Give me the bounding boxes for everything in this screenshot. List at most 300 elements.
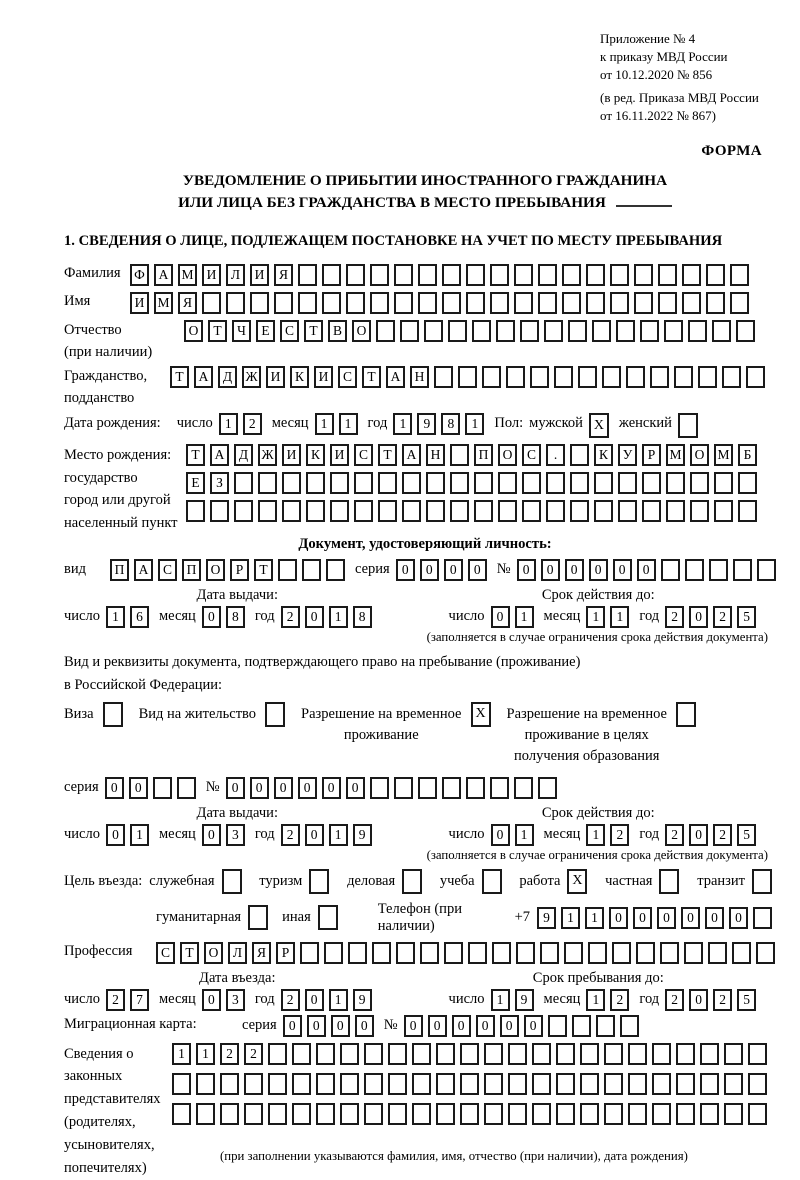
char-cell[interactable] [298, 292, 317, 314]
char-cell[interactable]: 1 [315, 413, 334, 435]
char-cell[interactable] [757, 559, 776, 581]
char-cell[interactable] [514, 777, 533, 799]
char-cell[interactable] [234, 472, 253, 494]
char-cell[interactable]: 0 [657, 907, 676, 929]
char-cell[interactable] [490, 264, 509, 286]
char-cell[interactable] [396, 942, 415, 964]
char-cell[interactable] [556, 1073, 575, 1095]
purpose-study-checkbox[interactable] [482, 869, 502, 894]
char-cell[interactable]: 1 [196, 1043, 215, 1065]
char-cell[interactable]: С [158, 559, 177, 581]
char-cell[interactable] [596, 1015, 615, 1037]
char-cell[interactable]: А [386, 366, 405, 388]
char-cell[interactable]: 1 [393, 413, 412, 435]
char-cell[interactable]: 2 [713, 989, 732, 1011]
char-cell[interactable]: 6 [130, 606, 149, 628]
char-cell[interactable]: Д [218, 366, 237, 388]
char-cell[interactable] [554, 366, 573, 388]
char-cell[interactable] [706, 264, 725, 286]
char-cell[interactable] [484, 1073, 503, 1095]
char-cell[interactable] [732, 942, 751, 964]
char-cell[interactable] [402, 472, 421, 494]
purpose-work-checkbox[interactable]: X [567, 869, 587, 894]
char-cell[interactable]: 0 [106, 824, 125, 846]
char-cell[interactable]: 0 [298, 777, 317, 799]
char-cell[interactable]: 1 [586, 989, 605, 1011]
char-cell[interactable] [364, 1073, 383, 1095]
char-cell[interactable]: К [594, 444, 613, 466]
char-cell[interactable] [724, 1073, 743, 1095]
char-cell[interactable]: Т [170, 366, 189, 388]
char-cell[interactable] [724, 1103, 743, 1125]
char-cell[interactable] [636, 942, 655, 964]
char-cell[interactable] [394, 292, 413, 314]
char-cell[interactable] [372, 942, 391, 964]
char-cell[interactable]: Р [642, 444, 661, 466]
char-cell[interactable] [753, 907, 772, 929]
char-cell[interactable]: Д [234, 444, 253, 466]
char-cell[interactable]: 0 [468, 559, 487, 581]
char-cell[interactable]: О [352, 320, 371, 342]
char-cell[interactable] [394, 264, 413, 286]
char-cell[interactable] [685, 559, 704, 581]
char-cell[interactable] [506, 366, 525, 388]
char-cell[interactable] [522, 472, 541, 494]
char-cell[interactable]: Я [178, 292, 197, 314]
char-cell[interactable] [688, 320, 707, 342]
char-cell[interactable]: 0 [305, 606, 324, 628]
char-cell[interactable] [442, 264, 461, 286]
char-cell[interactable] [250, 292, 269, 314]
char-cell[interactable]: 0 [689, 824, 708, 846]
char-cell[interactable] [628, 1073, 647, 1095]
char-cell[interactable] [738, 472, 757, 494]
char-cell[interactable] [548, 1015, 567, 1037]
char-cell[interactable] [412, 1073, 431, 1095]
char-cell[interactable] [436, 1043, 455, 1065]
char-cell[interactable] [640, 320, 659, 342]
char-cell[interactable]: С [354, 444, 373, 466]
char-cell[interactable] [572, 1015, 591, 1037]
char-cell[interactable] [450, 444, 469, 466]
char-cell[interactable]: 0 [476, 1015, 495, 1037]
char-cell[interactable]: 0 [331, 1015, 350, 1037]
char-cell[interactable] [586, 292, 605, 314]
char-cell[interactable]: 0 [609, 907, 628, 929]
char-cell[interactable]: И [314, 366, 333, 388]
char-cell[interactable]: 2 [665, 606, 684, 628]
char-cell[interactable]: 0 [491, 606, 510, 628]
char-cell[interactable] [412, 1103, 431, 1125]
char-cell[interactable] [322, 264, 341, 286]
char-cell[interactable] [370, 777, 389, 799]
char-cell[interactable] [700, 1073, 719, 1095]
char-cell[interactable]: К [290, 366, 309, 388]
char-cell[interactable] [322, 292, 341, 314]
char-cell[interactable] [172, 1103, 191, 1125]
char-cell[interactable] [580, 1043, 599, 1065]
char-cell[interactable] [458, 366, 477, 388]
char-cell[interactable]: 5 [737, 989, 756, 1011]
char-cell[interactable]: 2 [281, 824, 300, 846]
char-cell[interactable] [676, 1043, 695, 1065]
char-cell[interactable]: 0 [633, 907, 652, 929]
char-cell[interactable] [610, 292, 629, 314]
char-cell[interactable] [709, 559, 728, 581]
char-cell[interactable]: Т [362, 366, 381, 388]
char-cell[interactable] [690, 500, 709, 522]
char-cell[interactable]: 2 [665, 989, 684, 1011]
char-cell[interactable]: Т [378, 444, 397, 466]
char-cell[interactable] [466, 777, 485, 799]
char-cell[interactable] [354, 472, 373, 494]
char-cell[interactable] [708, 942, 727, 964]
char-cell[interactable]: 3 [226, 989, 245, 1011]
char-cell[interactable] [676, 1073, 695, 1095]
char-cell[interactable] [570, 500, 589, 522]
char-cell[interactable]: 0 [105, 777, 124, 799]
char-cell[interactable]: 0 [274, 777, 293, 799]
char-cell[interactable]: И [250, 264, 269, 286]
char-cell[interactable] [186, 500, 205, 522]
char-cell[interactable]: 2 [243, 413, 262, 435]
char-cell[interactable] [234, 500, 253, 522]
char-cell[interactable] [348, 942, 367, 964]
char-cell[interactable]: 0 [305, 989, 324, 1011]
char-cell[interactable]: Б [738, 444, 757, 466]
char-cell[interactable] [324, 942, 343, 964]
char-cell[interactable]: 9 [353, 824, 372, 846]
char-cell[interactable] [570, 472, 589, 494]
char-cell[interactable] [658, 264, 677, 286]
char-cell[interactable] [498, 472, 517, 494]
char-cell[interactable]: В [328, 320, 347, 342]
char-cell[interactable]: 2 [610, 989, 629, 1011]
char-cell[interactable] [496, 320, 515, 342]
char-cell[interactable]: 0 [283, 1015, 302, 1037]
char-cell[interactable] [538, 264, 557, 286]
char-cell[interactable] [364, 1103, 383, 1125]
char-cell[interactable] [618, 500, 637, 522]
char-cell[interactable]: 0 [305, 824, 324, 846]
char-cell[interactable]: С [338, 366, 357, 388]
char-cell[interactable] [602, 366, 621, 388]
char-cell[interactable] [210, 500, 229, 522]
char-cell[interactable] [484, 1103, 503, 1125]
char-cell[interactable]: 1 [586, 606, 605, 628]
char-cell[interactable]: О [206, 559, 225, 581]
char-cell[interactable] [562, 292, 581, 314]
char-cell[interactable]: Н [410, 366, 429, 388]
char-cell[interactable]: 0 [517, 559, 536, 581]
char-cell[interactable]: 1 [561, 907, 580, 929]
char-cell[interactable] [660, 942, 679, 964]
char-cell[interactable] [748, 1073, 767, 1095]
char-cell[interactable]: 9 [537, 907, 556, 929]
char-cell[interactable] [426, 472, 445, 494]
char-cell[interactable] [546, 500, 565, 522]
char-cell[interactable] [258, 472, 277, 494]
temp-residence-checkbox[interactable]: X [471, 702, 491, 727]
char-cell[interactable]: 0 [452, 1015, 471, 1037]
char-cell[interactable] [316, 1043, 335, 1065]
char-cell[interactable]: 2 [281, 989, 300, 1011]
char-cell[interactable] [340, 1043, 359, 1065]
char-cell[interactable] [268, 1073, 287, 1095]
char-cell[interactable] [388, 1073, 407, 1095]
char-cell[interactable]: 1 [491, 989, 510, 1011]
purpose-other-checkbox[interactable] [318, 905, 338, 930]
char-cell[interactable] [748, 1043, 767, 1065]
char-cell[interactable] [466, 264, 485, 286]
char-cell[interactable] [460, 1103, 479, 1125]
char-cell[interactable] [733, 559, 752, 581]
char-cell[interactable] [628, 1103, 647, 1125]
char-cell[interactable] [700, 1103, 719, 1125]
char-cell[interactable]: 1 [515, 606, 534, 628]
char-cell[interactable]: И [330, 444, 349, 466]
char-cell[interactable] [460, 1073, 479, 1095]
char-cell[interactable] [730, 292, 749, 314]
char-cell[interactable]: Т [180, 942, 199, 964]
char-cell[interactable]: 0 [524, 1015, 543, 1037]
char-cell[interactable] [442, 292, 461, 314]
char-cell[interactable] [306, 472, 325, 494]
char-cell[interactable]: П [474, 444, 493, 466]
char-cell[interactable] [298, 264, 317, 286]
char-cell[interactable]: О [498, 444, 517, 466]
char-cell[interactable] [418, 777, 437, 799]
char-cell[interactable]: 0 [500, 1015, 519, 1037]
char-cell[interactable] [220, 1103, 239, 1125]
char-cell[interactable] [340, 1073, 359, 1095]
char-cell[interactable]: Ж [242, 366, 261, 388]
char-cell[interactable] [316, 1073, 335, 1095]
char-cell[interactable] [196, 1073, 215, 1095]
char-cell[interactable] [544, 320, 563, 342]
char-cell[interactable] [420, 942, 439, 964]
char-cell[interactable] [378, 472, 397, 494]
char-cell[interactable]: 2 [713, 606, 732, 628]
char-cell[interactable] [532, 1043, 551, 1065]
char-cell[interactable] [394, 777, 413, 799]
female-checkbox[interactable] [678, 413, 698, 438]
temp-residence-education-checkbox[interactable] [676, 702, 696, 727]
char-cell[interactable] [642, 472, 661, 494]
char-cell[interactable]: Т [304, 320, 323, 342]
char-cell[interactable] [604, 1103, 623, 1125]
char-cell[interactable] [268, 1103, 287, 1125]
char-cell[interactable]: 2 [713, 824, 732, 846]
char-cell[interactable] [532, 1073, 551, 1095]
char-cell[interactable] [666, 500, 685, 522]
char-cell[interactable] [564, 942, 583, 964]
char-cell[interactable] [418, 292, 437, 314]
char-cell[interactable]: Ч [232, 320, 251, 342]
char-cell[interactable] [244, 1103, 263, 1125]
char-cell[interactable]: Е [186, 472, 205, 494]
char-cell[interactable] [402, 500, 421, 522]
char-cell[interactable] [538, 777, 557, 799]
char-cell[interactable] [444, 942, 463, 964]
char-cell[interactable] [482, 366, 501, 388]
char-cell[interactable]: М [714, 444, 733, 466]
char-cell[interactable] [578, 366, 597, 388]
char-cell[interactable]: 2 [220, 1043, 239, 1065]
char-cell[interactable] [516, 942, 535, 964]
char-cell[interactable]: 0 [689, 606, 708, 628]
residence-permit-checkbox[interactable] [265, 702, 285, 727]
char-cell[interactable] [658, 292, 677, 314]
char-cell[interactable]: И [130, 292, 149, 314]
char-cell[interactable] [340, 1103, 359, 1125]
char-cell[interactable] [316, 1103, 335, 1125]
char-cell[interactable] [674, 366, 693, 388]
char-cell[interactable] [508, 1043, 527, 1065]
char-cell[interactable] [376, 320, 395, 342]
purpose-tourism-checkbox[interactable] [309, 869, 329, 894]
char-cell[interactable] [274, 292, 293, 314]
char-cell[interactable]: . [546, 444, 565, 466]
char-cell[interactable] [522, 500, 541, 522]
char-cell[interactable] [594, 500, 613, 522]
purpose-business-checkbox[interactable] [402, 869, 422, 894]
char-cell[interactable]: Ж [258, 444, 277, 466]
char-cell[interactable]: 0 [307, 1015, 326, 1037]
char-cell[interactable]: О [204, 942, 223, 964]
char-cell[interactable]: Р [230, 559, 249, 581]
char-cell[interactable] [642, 500, 661, 522]
char-cell[interactable]: 2 [106, 989, 125, 1011]
char-cell[interactable]: И [202, 264, 221, 286]
char-cell[interactable] [588, 942, 607, 964]
char-cell[interactable] [370, 264, 389, 286]
char-cell[interactable] [388, 1103, 407, 1125]
char-cell[interactable]: 0 [491, 824, 510, 846]
char-cell[interactable] [282, 472, 301, 494]
char-cell[interactable]: Л [226, 264, 245, 286]
char-cell[interactable]: 0 [346, 777, 365, 799]
male-checkbox[interactable]: X [589, 413, 609, 438]
char-cell[interactable] [556, 1103, 575, 1125]
char-cell[interactable] [738, 500, 757, 522]
char-cell[interactable]: А [194, 366, 213, 388]
char-cell[interactable]: Е [256, 320, 275, 342]
char-cell[interactable] [412, 1043, 431, 1065]
char-cell[interactable]: 0 [322, 777, 341, 799]
char-cell[interactable]: 0 [355, 1015, 374, 1037]
char-cell[interactable] [490, 777, 509, 799]
char-cell[interactable]: 3 [226, 824, 245, 846]
char-cell[interactable] [400, 320, 419, 342]
char-cell[interactable]: Т [254, 559, 273, 581]
char-cell[interactable] [468, 942, 487, 964]
purpose-transit-checkbox[interactable] [752, 869, 772, 894]
char-cell[interactable]: 0 [428, 1015, 447, 1037]
char-cell[interactable] [508, 1073, 527, 1095]
char-cell[interactable]: 1 [610, 606, 629, 628]
char-cell[interactable] [460, 1043, 479, 1065]
char-cell[interactable] [634, 292, 653, 314]
char-cell[interactable]: 9 [417, 413, 436, 435]
char-cell[interactable] [712, 320, 731, 342]
char-cell[interactable]: С [522, 444, 541, 466]
char-cell[interactable] [546, 472, 565, 494]
char-cell[interactable] [736, 320, 755, 342]
char-cell[interactable]: Р [276, 942, 295, 964]
char-cell[interactable] [612, 942, 631, 964]
char-cell[interactable] [436, 1103, 455, 1125]
char-cell[interactable] [556, 1043, 575, 1065]
char-cell[interactable] [472, 320, 491, 342]
char-cell[interactable] [676, 1103, 695, 1125]
char-cell[interactable]: 0 [404, 1015, 423, 1037]
char-cell[interactable] [682, 292, 701, 314]
char-cell[interactable] [586, 264, 605, 286]
char-cell[interactable] [604, 1073, 623, 1095]
char-cell[interactable]: Я [252, 942, 271, 964]
char-cell[interactable] [436, 1073, 455, 1095]
char-cell[interactable] [466, 292, 485, 314]
char-cell[interactable] [714, 472, 733, 494]
char-cell[interactable] [746, 366, 765, 388]
char-cell[interactable]: Т [208, 320, 227, 342]
char-cell[interactable]: 1 [339, 413, 358, 435]
char-cell[interactable] [756, 942, 775, 964]
char-cell[interactable] [346, 264, 365, 286]
char-cell[interactable] [652, 1103, 671, 1125]
char-cell[interactable] [258, 500, 277, 522]
char-cell[interactable]: 9 [353, 989, 372, 1011]
char-cell[interactable]: К [306, 444, 325, 466]
char-cell[interactable]: 0 [202, 824, 221, 846]
char-cell[interactable]: П [182, 559, 201, 581]
char-cell[interactable] [474, 500, 493, 522]
char-cell[interactable] [700, 1043, 719, 1065]
char-cell[interactable]: О [690, 444, 709, 466]
char-cell[interactable] [562, 264, 581, 286]
char-cell[interactable] [532, 1103, 551, 1125]
char-cell[interactable]: 2 [610, 824, 629, 846]
char-cell[interactable]: 1 [586, 824, 605, 846]
char-cell[interactable] [610, 264, 629, 286]
char-cell[interactable] [426, 500, 445, 522]
char-cell[interactable]: 0 [589, 559, 608, 581]
char-cell[interactable]: Я [274, 264, 293, 286]
purpose-official-checkbox[interactable] [222, 869, 242, 894]
char-cell[interactable] [628, 1043, 647, 1065]
char-cell[interactable] [300, 942, 319, 964]
char-cell[interactable] [450, 472, 469, 494]
char-cell[interactable]: 5 [737, 824, 756, 846]
char-cell[interactable] [330, 500, 349, 522]
char-cell[interactable] [706, 292, 725, 314]
char-cell[interactable] [626, 366, 645, 388]
char-cell[interactable] [530, 366, 549, 388]
char-cell[interactable] [226, 292, 245, 314]
char-cell[interactable]: 0 [202, 989, 221, 1011]
char-cell[interactable]: З [210, 472, 229, 494]
char-cell[interactable] [442, 777, 461, 799]
char-cell[interactable] [484, 1043, 503, 1065]
char-cell[interactable]: 5 [737, 606, 756, 628]
char-cell[interactable]: 8 [441, 413, 460, 435]
char-cell[interactable] [153, 777, 172, 799]
char-cell[interactable] [540, 942, 559, 964]
char-cell[interactable] [424, 320, 443, 342]
char-cell[interactable] [652, 1043, 671, 1065]
char-cell[interactable]: М [178, 264, 197, 286]
